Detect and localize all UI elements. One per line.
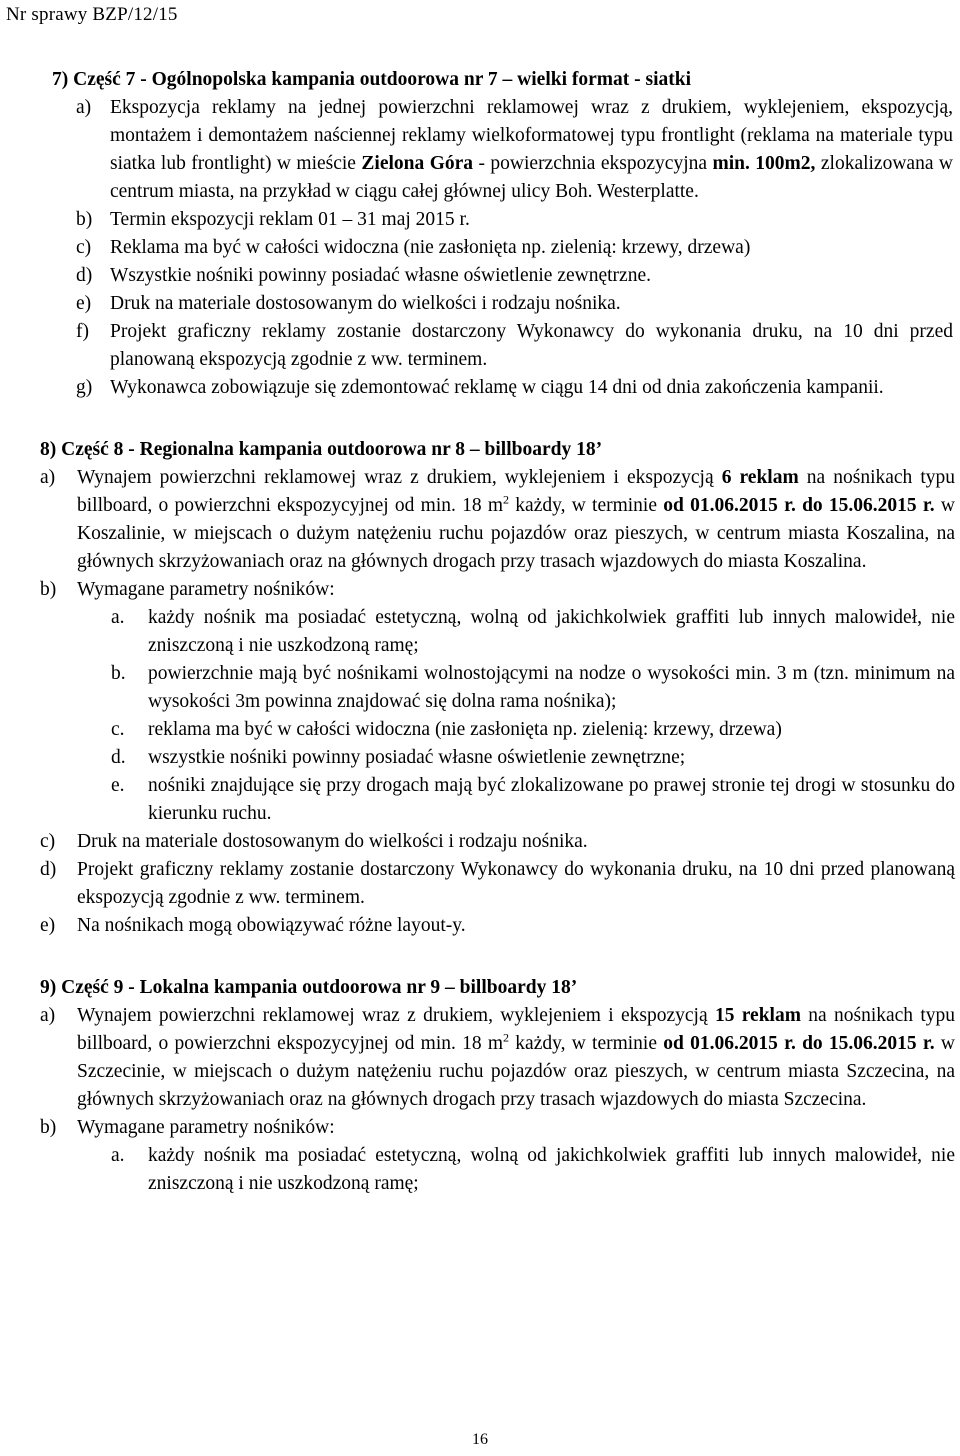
item-label: d) <box>76 265 93 286</box>
document-body <box>0 66 960 1198</box>
item-text: Druk na materiale dostosowanym do wielkości i rodzaju nośnika. <box>77 831 588 852</box>
item-label: a) <box>76 97 92 118</box>
section-8-item-b <box>0 576 960 604</box>
section-gap <box>0 402 960 436</box>
section-8-item-e <box>0 912 960 940</box>
section-8-sub-e <box>0 772 960 828</box>
superscript: 2 <box>503 1030 510 1045</box>
section-9-item-b <box>0 1114 960 1142</box>
sub-text: wszystkie nośniki powinny posiadać własne oświetlenie zewnętrzne; <box>148 747 686 768</box>
item-label: e) <box>76 293 92 314</box>
count-bold: 6 reklam <box>721 467 799 488</box>
section-gap <box>0 940 960 974</box>
text-run: Ekspozycja reklamy na jednej powierzchni reklamowej wraz z drukiem, wyklejeniem, ekspozycją, montażem i demontażem naściennej reklamy wielkoformatowej typu frontlight (reklama na materiale typu siatka lub frontlight) w mieście <box>110 97 953 174</box>
item-text: Na nośnikach mogą obowiązywać różne layout-y. <box>77 915 466 936</box>
sub-label: d. <box>111 747 126 768</box>
text-run: w Szczecinie, w miejscach o dużym natężeniu ruchu pojazdów oraz pieszych, w centrum miasta Szczecina, na głównych skrzyżowaniach oraz na głównych drogach przy trasach wjazdowych do miasta Szczecina. <box>77 1033 955 1110</box>
section-8 <box>0 436 960 940</box>
section-8-sub-a <box>0 604 960 660</box>
text-run: Wynajem powierzchni reklamowej wraz z drukiem, wyklejeniem i ekspozycją <box>77 467 722 488</box>
text-run: każdy, w terminie <box>509 1033 664 1054</box>
text-run: na nośnikach typu billboard, o powierzchni ekspozycyjnej od min. 18 m <box>77 467 956 516</box>
item-label: c) <box>76 237 92 258</box>
section-8-item-c <box>0 828 960 856</box>
item-text <box>77 1002 955 1114</box>
sub-label: e. <box>111 775 125 796</box>
sub-label: a. <box>111 1145 125 1166</box>
city-bold: Zielona Góra <box>361 153 474 174</box>
section-7-item-d <box>0 262 960 290</box>
text-run: każdy, w terminie <box>509 495 664 516</box>
section-7-item-f <box>0 318 960 374</box>
item-label: a) <box>40 1005 56 1026</box>
item-label: f) <box>76 321 89 342</box>
section-8-sub-b <box>0 660 960 716</box>
text-run: Wynajem powierzchni reklamowej wraz z drukiem, wyklejeniem i ekspozycją <box>77 1005 715 1026</box>
item-text: Wszystkie nośniki powinny posiadać własne oświetlenie zewnętrzne. <box>110 265 651 286</box>
section-7-item-e <box>0 290 960 318</box>
section-7 <box>0 66 960 402</box>
section-8-sub-d <box>0 744 960 772</box>
item-text: Wymagane parametry nośników: <box>77 1117 335 1138</box>
superscript: 2 <box>503 492 510 507</box>
sub-text: reklama ma być w całości widoczna (nie zasłonięta np. zielenią: krzewy, drzewa) <box>148 719 782 740</box>
sub-text: nośniki znajdujące się przy drogach mają być zlokalizowane po prawej stronie tej drogi w stosunku do kierunku ruchu. <box>148 775 955 824</box>
item-label: g) <box>76 377 93 398</box>
item-label: a) <box>40 467 56 488</box>
item-text: Reklama ma być w całości widoczna (nie zasłonięta np. zielenią: krzewy, drzewa) <box>110 237 751 258</box>
text-run: zlokalizowana w centrum miasta, na przykład w ciągu całej głównej ulicy Boh. Westerplatte. <box>110 153 954 202</box>
dates-bold: od 01.06.2015 r. do 15.06.2015 r. <box>663 1033 935 1054</box>
item-text: Projekt graficzny reklamy zostanie dostarczony Wykonawcy do wykonania druku, na 10 dni przed planowaną ekspozycją zgodnie z ww. terminem. <box>110 321 953 370</box>
sub-text: każdy nośnik ma posiadać estetyczną, wolną od jakichkolwiek graffiti lub innych malowideł, nie zniszczoną i nie uszkodzoną ramę; <box>148 1145 955 1194</box>
section-9-item-a <box>0 1002 960 1114</box>
sub-label: c. <box>111 719 125 740</box>
section-9-sub-a <box>0 1142 960 1198</box>
sub-text: powierzchnie mają być nośnikami wolnostojącymi na nodze o wysokości min. 3 m (tzn. minimum na wysokości 3m powinna znajdować się dolna rama nośnika); <box>148 663 955 712</box>
case-number: Nr sprawy BZP/12/15 <box>6 4 178 25</box>
item-label: b) <box>40 1117 57 1138</box>
min-area-bold: min. 100m2, <box>712 153 816 174</box>
section-8-sub-c <box>0 716 960 744</box>
item-text: Projekt graficzny reklamy zostanie dostarczony Wykonawcy do wykonania druku, na 10 dni przed planowaną ekspozycją zgodnie z ww. terminem. <box>77 859 955 908</box>
sub-label: b. <box>111 663 126 684</box>
item-text: Termin ekspozycji reklam 01 – 31 maj 2015 r. <box>110 209 470 230</box>
text-run: na nośnikach typu billboard, o powierzchni ekspozycyjnej od min. 18 m <box>77 1005 956 1054</box>
item-text: Druk na materiale dostosowanym do wielkości i rodzaju nośnika. <box>110 293 621 314</box>
section-9 <box>0 974 960 1198</box>
text-run: - powierzchnia ekspozycyjna <box>473 153 713 174</box>
sub-text: każdy nośnik ma posiadać estetyczną, wolną od jakichkolwiek graffiti lub innych malowideł, nie zniszczoną i nie uszkodzoną ramę; <box>148 607 955 656</box>
section-8-item-a <box>0 464 960 576</box>
item-text <box>77 464 955 576</box>
section-7-item-b <box>0 206 960 234</box>
section-9-title: 9) Część 9 - Lokalna kampania outdoorowa nr 9 – billboardy 18’ <box>40 977 578 998</box>
text-run: w Koszalinie, w miejscach o dużym natężeniu ruchu pojazdów oraz pieszych, w centrum miasta Koszalina, na głównych skrzyżowaniach oraz na głównych drogach przy trasach wjazdowych do miasta Koszalina. <box>77 495 955 572</box>
item-text: Wykonawca zobowiązuje się zdemontować reklamę w ciągu 14 dni od dnia zakończenia kampanii. <box>110 377 884 398</box>
item-text: Wymagane parametry nośników: <box>77 579 335 600</box>
section-7-item-a <box>0 94 960 206</box>
section-7-item-c <box>0 234 960 262</box>
page-number: 16 <box>472 1431 488 1448</box>
item-label: c) <box>40 831 56 852</box>
sub-label: a. <box>111 607 125 628</box>
item-text <box>110 94 953 206</box>
count-bold: 15 reklam <box>714 1005 801 1026</box>
section-8-item-d <box>0 856 960 912</box>
item-label: b) <box>76 209 93 230</box>
dates-bold: od 01.06.2015 r. do 15.06.2015 r. <box>663 495 935 516</box>
item-label: d) <box>40 859 57 880</box>
section-7-title: 7) Część 7 - Ogólnopolska kampania outdoorowa nr 7 – wielki format - siatki <box>52 69 692 90</box>
section-8-title: 8) Część 8 - Regionalna kampania outdoorowa nr 8 – billboardy 18’ <box>40 439 603 460</box>
item-label: b) <box>40 579 57 600</box>
item-label: e) <box>40 915 56 936</box>
section-7-item-g <box>0 374 960 402</box>
